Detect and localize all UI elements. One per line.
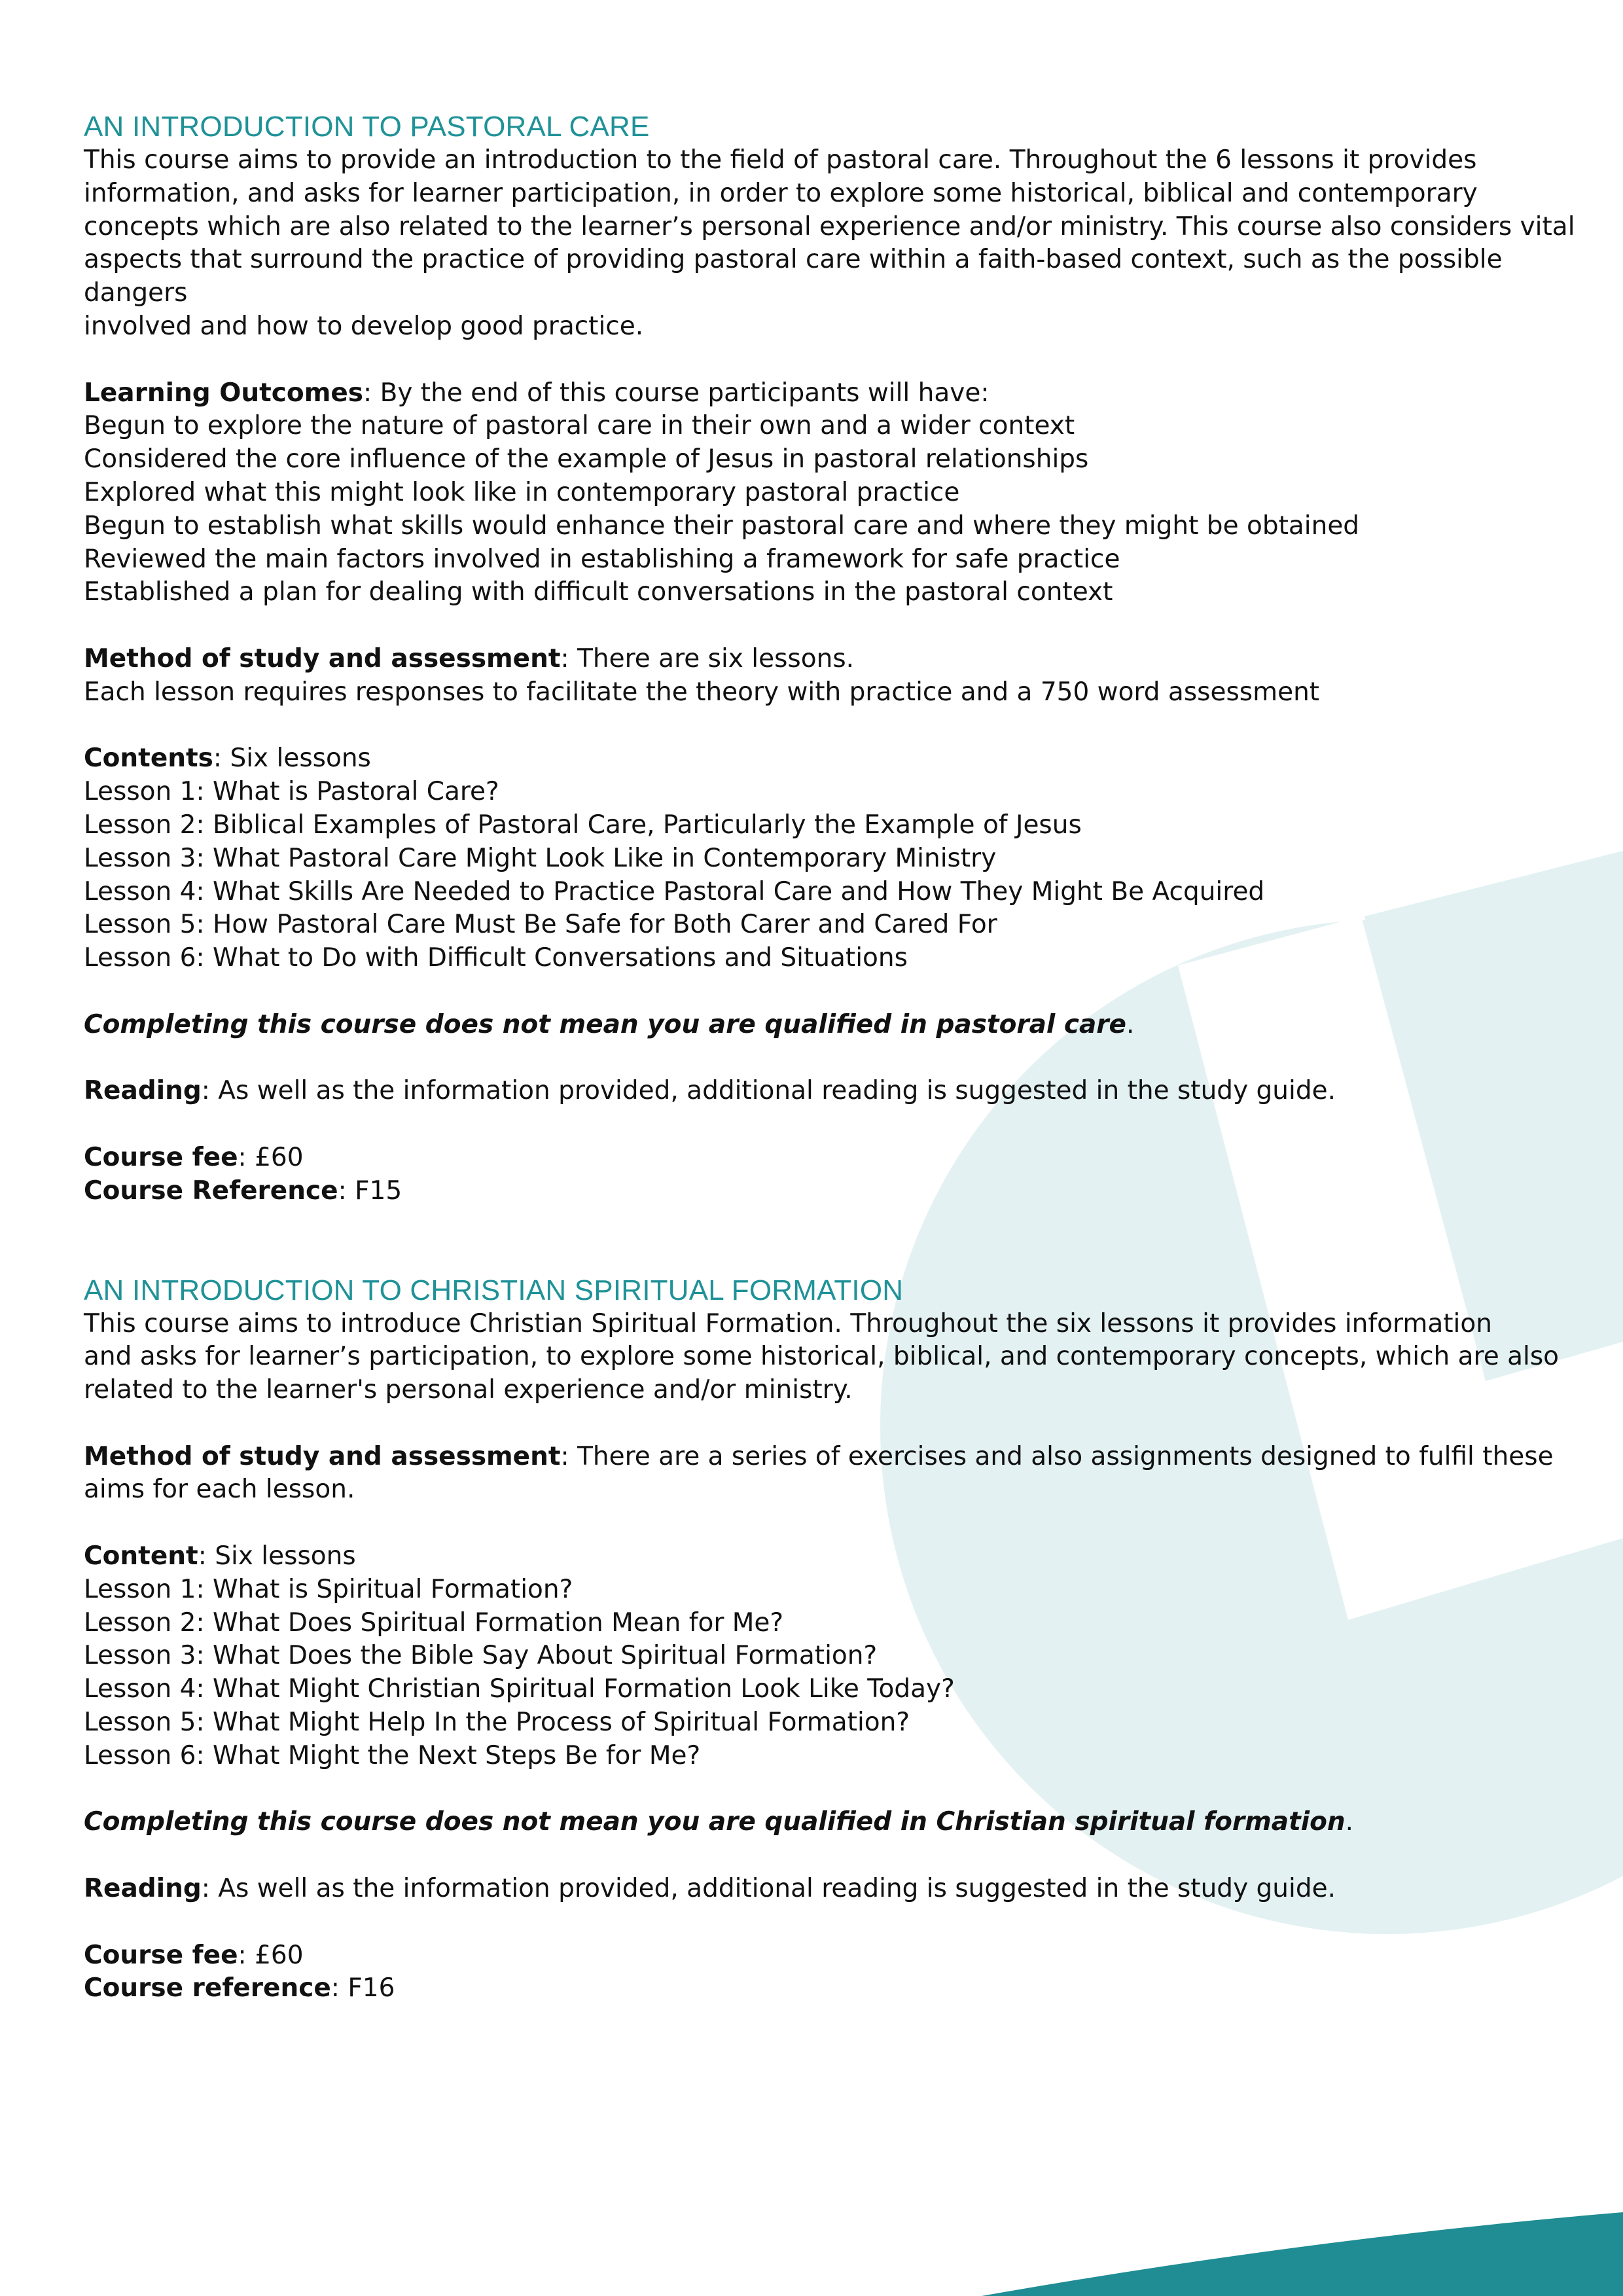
lesson-item: Lesson 4: What Might Christian Spiritual Formation Look Like Today? [84, 1674, 955, 1704]
intro-line: This course aims to provide an introduction to the field of pastoral care. Throughout the 6 lessons it provides [84, 145, 1477, 175]
outcome-item: Considered the core influence of the example of Jesus in pastoral relationships [84, 444, 1089, 475]
lesson-item: Lesson 6: What to Do with Difficult Conversations and Situations [84, 943, 908, 973]
course-reference-line [84, 1175, 1589, 1208]
course-fee-label: Course fee [84, 1142, 238, 1172]
intro-line: concepts which are also related to the learner’s personal experience and/or ministry. This course also considers vital [84, 211, 1575, 242]
intro-line: involved and how to develop good practice. [84, 311, 644, 341]
course-reference-value: : F15 [338, 1175, 402, 1206]
intro-line: aspects that surround the practice of providing pastoral care within a faith-based context, such as the possible dangers [84, 245, 1503, 308]
course-fee-value: : £60 [238, 1142, 304, 1172]
course-fee-line [84, 1141, 1589, 1175]
intro-line: related to the learner's personal experience and/or ministry. [84, 1375, 853, 1405]
lesson-item: Lesson 3: What Pastoral Care Might Look Like in Contemporary Ministry [84, 843, 997, 873]
lesson-item: Lesson 2: Biblical Examples of Pastoral Care, Particularly the Example of Jesus [84, 810, 1082, 840]
course-reference-label: Course Reference [84, 1175, 338, 1206]
page-content [84, 110, 1589, 2005]
disclaimer [84, 1009, 1589, 1042]
course-reference-value: : F16 [330, 1973, 395, 2003]
outcome-item: Reviewed the main factors involved in establishing a framework for safe practice [84, 544, 1120, 574]
reading-label: Reading [84, 1076, 202, 1106]
contents-line [84, 1540, 1589, 1573]
lesson-item: Lesson 1: What is Pastoral Care? [84, 777, 499, 807]
course-reference-line [84, 1972, 1589, 2005]
method-line-2: aims for each lesson. [84, 1475, 355, 1505]
lesson-item: Lesson 2: What Does Spiritual Formation Mean for Me? [84, 1607, 784, 1638]
lesson-item: Lesson 3: What Does the Bible Say About Spiritual Formation? [84, 1641, 878, 1671]
learning-outcomes-line [84, 377, 1589, 410]
disclaimer [84, 1806, 1589, 1839]
disclaimer-end: . [1126, 1009, 1135, 1039]
method-line-2: Each lesson requires responses to facilitate the theory with practice and a 750 word assessment [84, 677, 1320, 707]
lesson-item: Lesson 5: What Might Help In the Process of Spiritual Formation? [84, 1708, 910, 1738]
course-fee-label: Course fee [84, 1940, 238, 1970]
outcome-item: Established a plan for dealing with difficult conversations in the pastoral context [84, 577, 1113, 607]
course-heading: AN INTRODUCTION TO PASTORAL CARE [84, 111, 650, 143]
lesson-item: Lesson 1: What is Spiritual Formation? [84, 1574, 573, 1604]
contents-line [84, 742, 1589, 776]
course-fee-line [84, 1939, 1589, 1973]
method-text: : There are a series of exercises and also assignments designed to fulfil these [560, 1441, 1554, 1471]
reading-text: : As well as the information provided, additional reading is suggested in the study guide. [201, 1076, 1336, 1106]
lesson-item: Lesson 5: How Pastoral Care Must Be Safe for Both Carer and Cared For [84, 910, 997, 940]
contents-text: : Six lessons [213, 744, 371, 774]
intro-line: This course aims to introduce Christian Spiritual Formation. Throughout the six lessons it provides information [84, 1308, 1492, 1338]
learning-outcomes-intro: : By the end of this course participants will have: [363, 378, 990, 408]
method-text: : There are six lessons. [560, 643, 855, 673]
contents-text: : Six lessons [198, 1541, 356, 1571]
method-line [84, 1441, 1589, 1474]
reading-line [84, 1075, 1589, 1108]
method-label: Method of study and assessment [84, 643, 561, 673]
course-reference-label: Course reference [84, 1973, 331, 2003]
reading-line [84, 1873, 1589, 1906]
outcome-item: Begun to establish what skills would enhance their pastoral care and where they might be obtained [84, 511, 1360, 541]
contents-label: Content [84, 1541, 198, 1571]
outcome-item: Explored what this might look like in contemporary pastoral practice [84, 477, 960, 507]
reading-text: : As well as the information provided, additional reading is suggested in the study guide. [201, 1874, 1336, 1904]
course-fee-value: : £60 [238, 1940, 304, 1970]
intro-line: information, and asks for learner participation, in order to explore some historical, biblical and contemporary [84, 178, 1478, 208]
outcome-item: Begun to explore the nature of pastoral care in their own and a wider context [84, 411, 1075, 441]
learning-outcomes-label: Learning Outcomes [84, 378, 364, 408]
course-pastoral-care [84, 110, 1589, 1208]
course-spiritual-formation [84, 1274, 1589, 2006]
disclaimer-end: . [1345, 1807, 1354, 1837]
disclaimer-text: Completing this course does not mean you are qualified in Christian spiritual formation [84, 1807, 1346, 1837]
lesson-item: Lesson 6: What Might the Next Steps Be for Me? [84, 1740, 701, 1770]
intro-line: and asks for learner’s participation, to explore some historical, biblical, and contemporary concepts, which are also [84, 1342, 1560, 1372]
course-heading: AN INTRODUCTION TO CHRISTIAN SPIRITUAL FORMATION [84, 1274, 904, 1306]
method-line [84, 643, 1589, 676]
lesson-item: Lesson 4: What Skills Are Needed to Practice Pastoral Care and How They Might Be Acquired [84, 876, 1265, 906]
contents-label: Contents [84, 744, 213, 774]
footer-wave-shape [982, 2212, 1623, 2296]
method-label: Method of study and assessment [84, 1441, 561, 1471]
reading-label: Reading [84, 1874, 202, 1904]
disclaimer-text: Completing this course does not mean you are qualified in pastoral care [84, 1009, 1126, 1039]
